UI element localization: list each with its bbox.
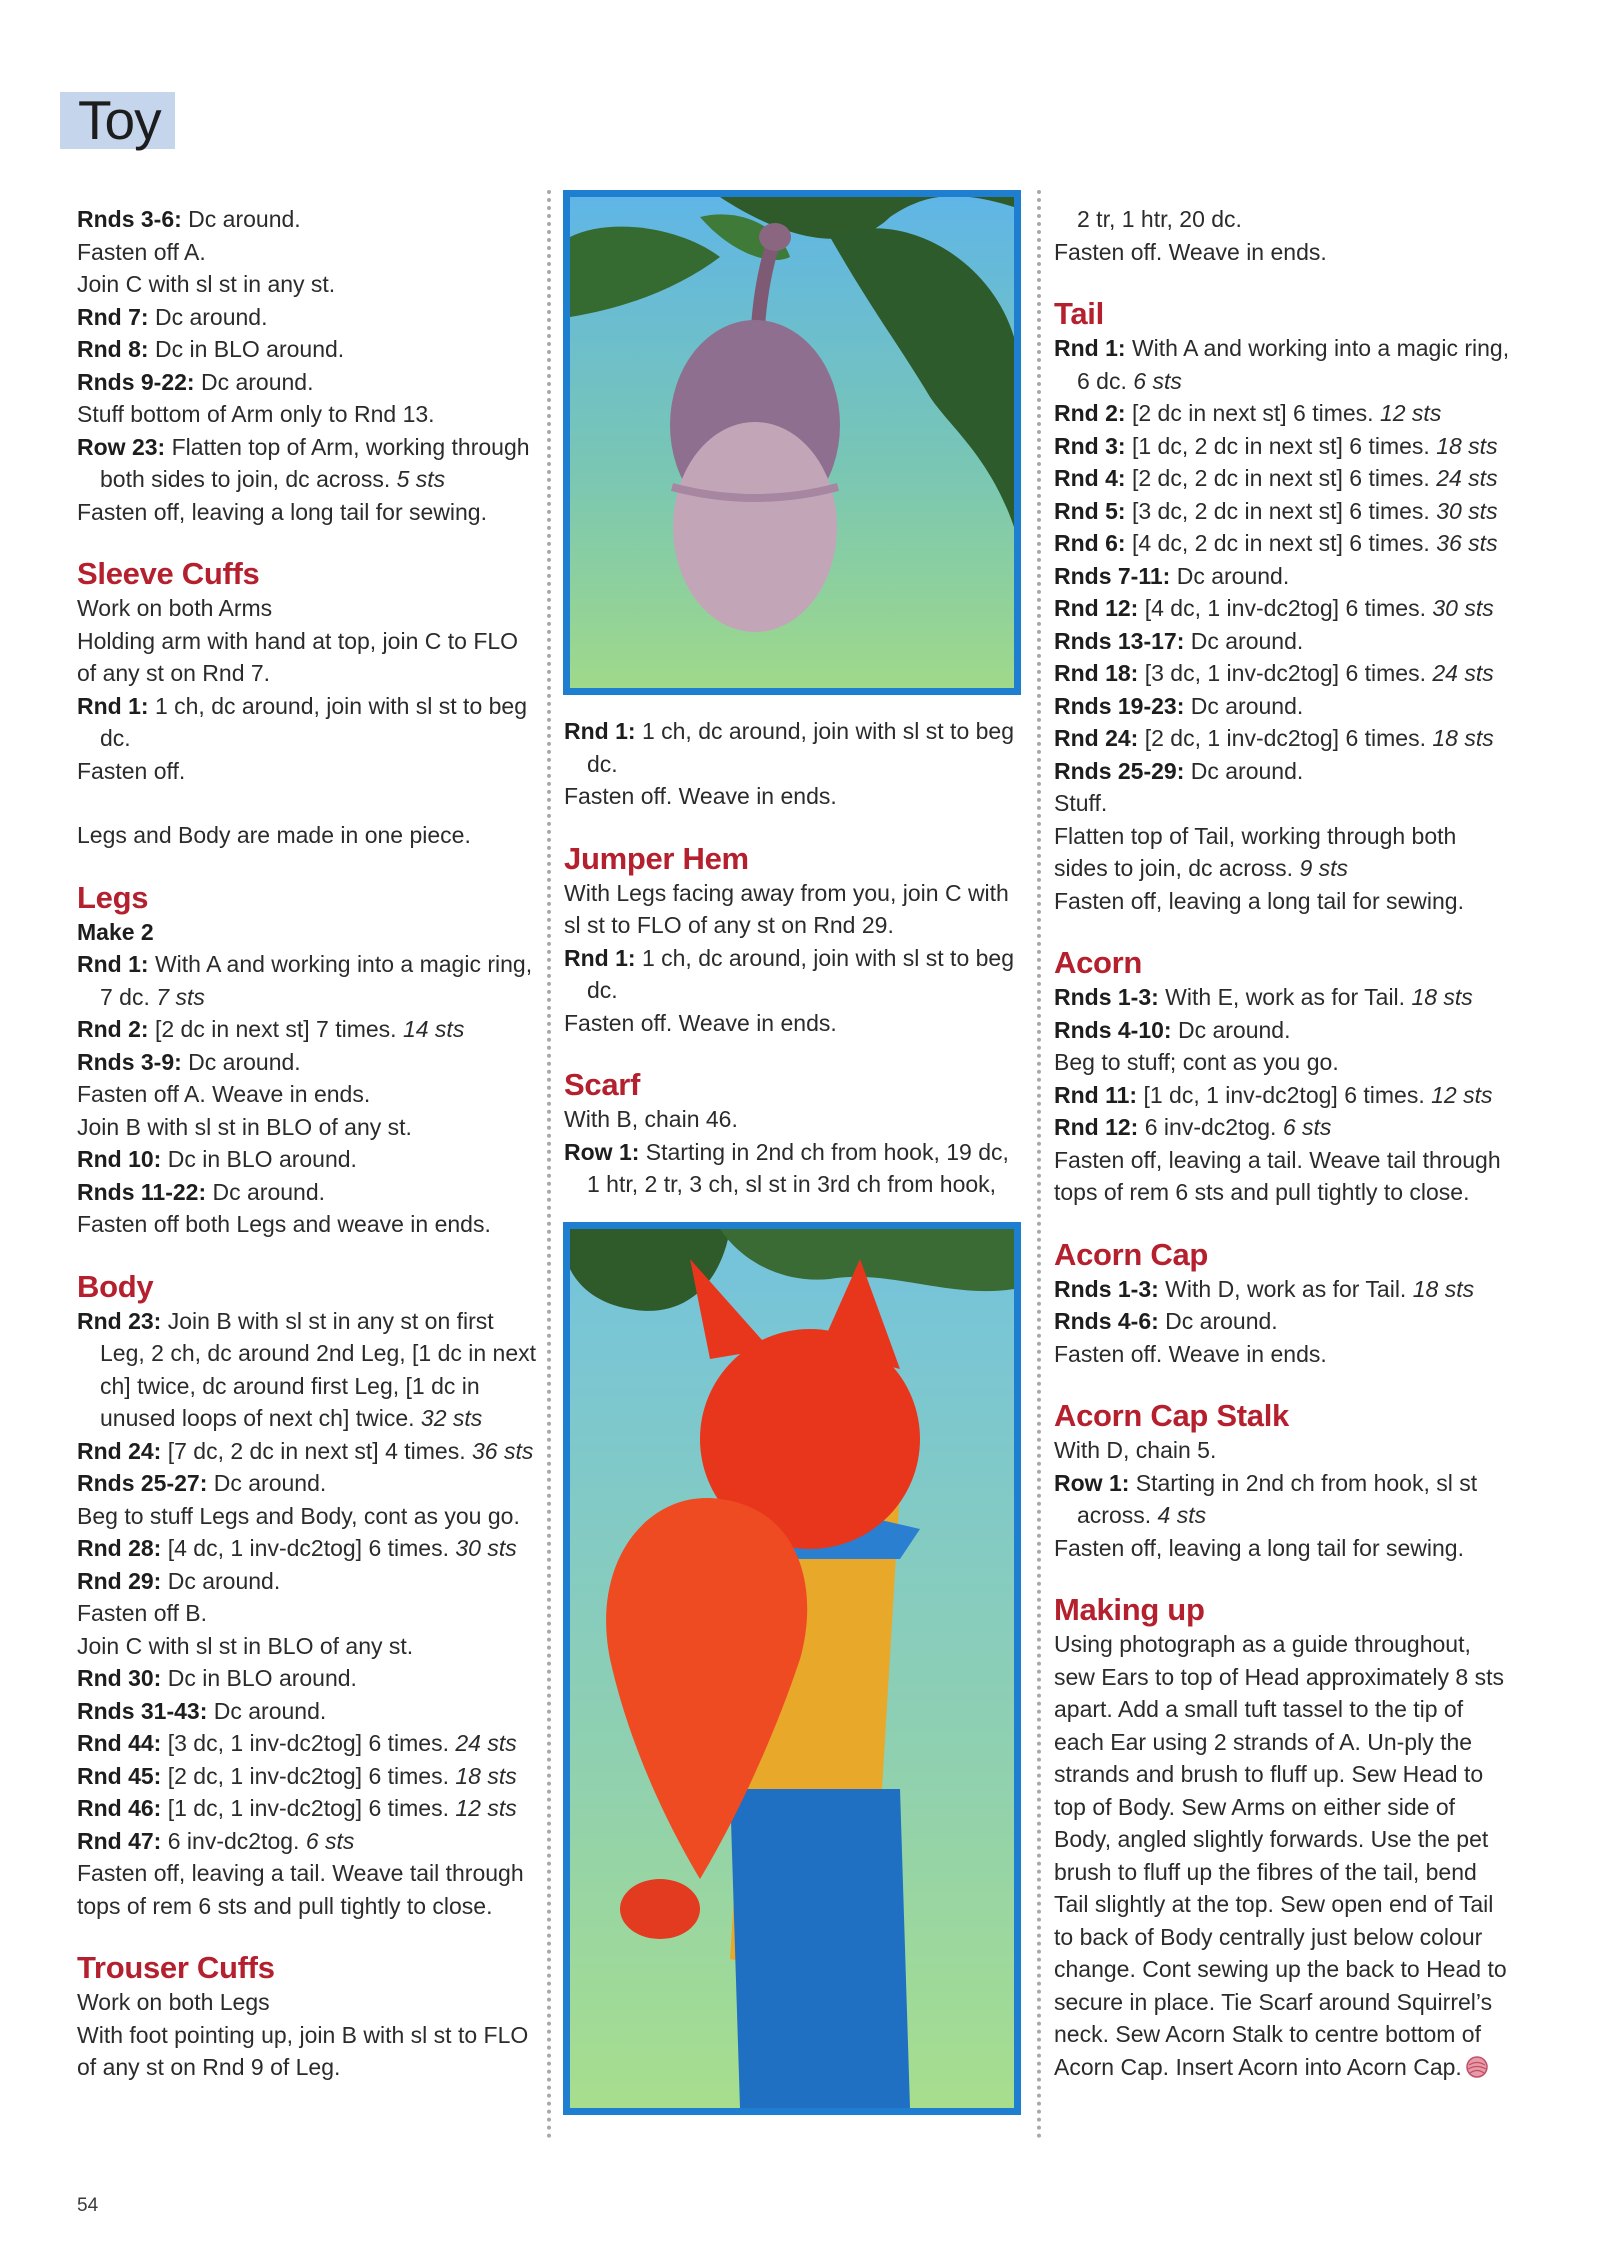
instruction-line: Rnd 23: Join B with sl st in any st on first Leg, 2 ch, dc around 2nd Leg, [1 dc in next ch] twice, dc around first Leg, [1 dc in unused loops of next ch] twice. 32 sts [77, 1307, 537, 1431]
instruction-line: Fasten off, leaving a long tail for sewing. [1054, 1534, 1464, 1561]
instruction-line: 2 tr, 1 htr, 20 dc. [1077, 206, 1242, 232]
instruction-line: Rnds 31-43: Dc around. [77, 1697, 327, 1724]
heading-acorn-cap: Acorn Cap [1054, 1236, 1209, 1272]
instruction-line: Fasten off A. [77, 238, 206, 265]
instruction-line: Rnd 45: [2 dc, 1 inv-dc2tog] 6 times. 18 sts [77, 1762, 517, 1789]
instruction-line: Rnd 1: With A and working into a magic ring, 7 dc. 7 sts [77, 951, 533, 1010]
instruction-line: Fasten off both Legs and weave in ends. [77, 1211, 491, 1237]
instruction-line: Rnd 11: [1 dc, 1 inv-dc2tog] 6 times. 12 sts [1054, 1081, 1493, 1108]
instruction-line: Rnd 1: 1 ch, dc around, join with sl st to beg dc. [564, 718, 1014, 777]
instruction-line: Rnd 30: Dc in BLO around. [77, 1665, 357, 1691]
instruction-line: Row 1: Starting in 2nd ch from hook, 19 dc, 1 htr, 2 tr, 3 ch, sl st in 3rd ch from hook, [564, 1138, 1009, 1197]
instruction-line: Rnd 18: [3 dc, 1 inv-dc2tog] 6 times. 24 sts [1054, 660, 1494, 686]
instruction-line: Join B with sl st in BLO of any st. [77, 1113, 412, 1140]
instruction-line: With D, chain 5. [1054, 1437, 1217, 1463]
instruction-line: Row 1: Starting in 2nd ch from hook, sl st across. 4 sts [1054, 1469, 1478, 1528]
instruction-line: Rnds 3-9: Dc around. [77, 1048, 301, 1075]
column-divider-left [547, 190, 551, 2140]
instruction-line: Beg to stuff; cont as you go. [1054, 1049, 1339, 1075]
instruction-line: Rnd 3: [1 dc, 2 dc in next st] 6 times. 18 sts [1054, 432, 1498, 459]
instruction-line: Rnds 3-6: Dc around. [77, 206, 301, 232]
instruction-line: Rnd 1: 1 ch, dc around, join with sl st to beg dc. [564, 944, 1014, 1003]
instruction-line: Rnd 44: [3 dc, 1 inv-dc2tog] 6 times. 24 sts [77, 1730, 517, 1756]
instruction-line: Beg to stuff Legs and Body, cont as you go. [77, 1502, 520, 1529]
heading-trouser-cuffs: Trouser Cuffs [77, 1950, 275, 1985]
section-tag: Toy [60, 92, 175, 149]
instruction-line: With Legs facing away from you, join C with sl st to FLO of any st on Rnd 29. [564, 879, 1009, 938]
instruction-line: Rnds 25-27: Dc around. [77, 1470, 327, 1496]
instruction-line: Rnd 10: Dc in BLO around. [77, 1146, 357, 1172]
page-number: 54 [77, 2195, 99, 2216]
instruction-line: Rnd 24: [2 dc, 1 inv-dc2tog] 6 times. 18 sts [1054, 725, 1494, 751]
instruction-line: Rnds 7-11: Dc around. [1054, 562, 1290, 589]
heading-jumper-hem: Jumper Hem [564, 840, 749, 876]
instruction-line: Fasten off, leaving a tail. Weave tail through tops of rem 6 sts and pull tightly to close. [1054, 1146, 1501, 1205]
instruction-line: Rnds 1-3: With E, work as for Tail. 18 sts [1054, 984, 1473, 1010]
instruction-line: Flatten top of Tail, working through both sides to join, dc across. 9 sts [1054, 822, 1457, 881]
instruction-line: Join C with sl st in any st. [77, 271, 336, 297]
column-2 [564, 715, 1026, 1201]
instruction-line: Work on both Legs [77, 1989, 270, 2015]
instruction-line: Rnds 1-3: With D, work as for Tail. 18 sts [1054, 1275, 1475, 1302]
instruction-line: Rnd 8: Dc in BLO around. [77, 336, 345, 362]
squirrel-photo [563, 1222, 1021, 2115]
instruction-line: Rnd 4: [2 dc, 2 dc in next st] 6 times. 24 sts [1054, 465, 1498, 491]
instruction-line: Rnd 46: [1 dc, 1 inv-dc2tog] 6 times. 12 sts [77, 1795, 517, 1821]
yarn-ball-icon [1466, 2054, 1488, 2076]
column-divider-right [1037, 190, 1041, 2140]
instruction-line: Fasten off A. Weave in ends. [77, 1081, 371, 1107]
instruction-line: Rnds 25-29: Dc around. [1054, 757, 1304, 784]
instruction-line: Join C with sl st in BLO of any st. [77, 1632, 414, 1659]
heading-acorn-cap-stalk: Acorn Cap Stalk [1054, 1398, 1289, 1433]
instruction-line: Rnd 28: [4 dc, 1 inv-dc2tog] 6 times. 30 sts [77, 1535, 517, 1561]
instruction-line: Rnd 24: [7 dc, 2 dc in next st] 4 times. 36 sts [77, 1437, 534, 1464]
instruction-line: Fasten off, leaving a long tail for sewing. [1054, 887, 1464, 914]
heading-scarf: Scarf [564, 1067, 641, 1102]
heading-tail: Tail [1054, 296, 1104, 331]
instruction-line: Fasten off. [77, 757, 186, 784]
instruction-line: Make 2 [77, 918, 154, 945]
instruction-line: Fasten off. Weave in ends. [564, 1009, 837, 1036]
instruction-line: Rnds 4-6: Dc around. [1054, 1308, 1278, 1334]
instruction-line: Stuff. [1054, 790, 1108, 816]
instruction-line: Fasten off. Weave in ends. [1054, 238, 1327, 265]
instruction-line: Rnd 5: [3 dc, 2 dc in next st] 6 times. 30 sts [1054, 497, 1498, 524]
instruction-line: Fasten off. Weave in ends. [1054, 1340, 1327, 1367]
instruction-line: Rnds 9-22: Dc around. [77, 368, 314, 395]
instruction-paragraph: Using photograph as a guide throughout, sew Ears to top of Head approximately 8 sts apart. Add a small tuft tassel to the tip of each Ear using 2 strands of A. Un-ply the strands and brush to fluff up. Sew Head to top of Body. Sew Arms on either side of Body, angled slightly forwards. Use the pet brush to fluff up the fibres of the tail, bend Tail slightly at the top. Sew open end of Tail to back of Body centrally just below colour change. Cont sewing up the back to Head to secure in place. Tie Scarf around Squirrel’s neck. Sew Acorn Stalk to centre bottom of Acorn Cap. Insert Acorn into Acorn Cap. [1054, 1631, 1507, 2080]
heading-body: Body [77, 1268, 154, 1304]
instruction-line: Rnd 47: 6 inv-dc2tog. 6 sts [77, 1827, 355, 1854]
heading-making-up: Making up [1054, 1592, 1205, 1627]
instruction-line: Rnds 11-22: Dc around. [77, 1178, 326, 1205]
instruction-line: Rnd 1: With A and working into a magic ring, 6 dc. 6 sts [1054, 335, 1510, 394]
instruction-line: Fasten off B. [77, 1600, 207, 1626]
instruction-line: With B, chain 46. [564, 1106, 738, 1132]
instruction-line: Rnd 29: Dc around. [77, 1567, 281, 1594]
heading-acorn: Acorn [1054, 945, 1143, 980]
instruction-line: Rnds 4-10: Dc around. [1054, 1016, 1291, 1043]
instruction-line: Row 23: Flatten top of Arm, working through both sides to join, dc across. 5 sts [77, 433, 530, 492]
instruction-line: Rnd 2: [2 dc in next st] 6 times. 12 sts [1054, 400, 1442, 426]
instruction-line: Rnd 1: 1 ch, dc around, join with sl st to beg dc. [77, 692, 527, 751]
instruction-line: With foot pointing up, join B with sl st to FLO of any st on Rnd 9 of Leg. [77, 2021, 529, 2080]
column-3 [1054, 203, 1514, 2083]
instruction-line: Holding arm with hand at top, join C to FLO of any st on Rnd 7. [77, 627, 519, 686]
instruction-line: Rnd 7: Dc around. [77, 303, 268, 330]
instruction-line: Rnd 12: 6 inv-dc2tog. 6 sts [1054, 1114, 1332, 1140]
instruction-line: Rnds 13-17: Dc around. [1054, 627, 1304, 654]
instruction-line: Legs and Body are made in one piece. [77, 822, 471, 848]
instruction-line: Fasten off, leaving a long tail for sewing. [77, 498, 487, 525]
instruction-line: Rnd 2: [2 dc in next st] 7 times. 14 sts [77, 1016, 465, 1042]
instruction-line: Fasten off. Weave in ends. [564, 783, 837, 809]
instruction-line: Rnd 6: [4 dc, 2 dc in next st] 6 times. 36 sts [1054, 530, 1498, 556]
instruction-line: Work on both Arms [77, 595, 273, 621]
heading-sleeve-cuffs: Sleeve Cuffs [77, 556, 260, 591]
heading-legs: Legs [77, 879, 149, 915]
instruction-line: Rnd 12: [4 dc, 1 inv-dc2tog] 6 times. 30 sts [1054, 595, 1494, 621]
instruction-line: Fasten off, leaving a tail. Weave tail through tops of rem 6 sts and pull tightly to close. [77, 1860, 524, 1919]
instruction-line: Rnds 19-23: Dc around. [1054, 692, 1304, 719]
column-1 [77, 203, 539, 2084]
instruction-line: Stuff bottom of Arm only to Rnd 13. [77, 401, 435, 427]
acorn-photo [563, 190, 1021, 695]
